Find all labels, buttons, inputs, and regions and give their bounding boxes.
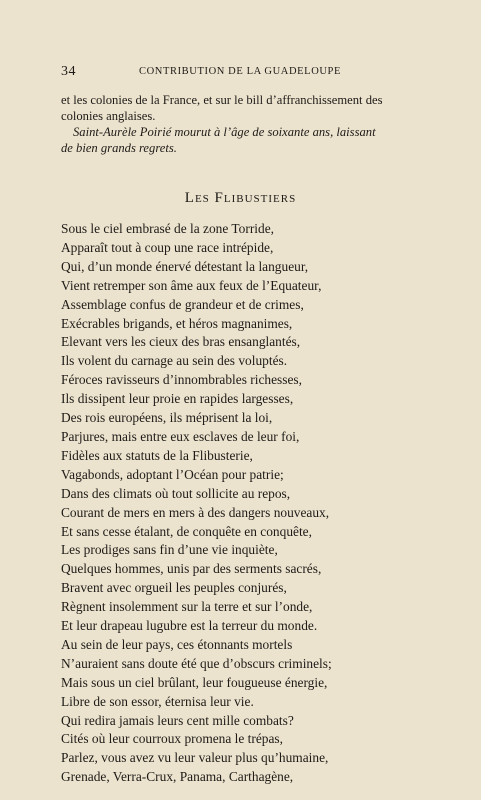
obituary-note [61, 124, 429, 156]
page-header [61, 64, 425, 80]
verse-line: Libre de son essor, éternisa leur vie. [61, 693, 254, 709]
poem-title [0, 190, 481, 207]
verse-line: Et leur drapeau lugubre est la terreur du monde. [61, 618, 318, 634]
verse-line: Qui redira jamais leurs cent mille combats? [61, 712, 294, 728]
verse-line: Quelques hommes, unis par des serments sacrés, [61, 561, 322, 577]
verse-line: Assemblage confus de grandeur et de crimes, [61, 296, 304, 312]
verse-line: Vagabonds, adoptant l’Océan pour patrie; [61, 466, 284, 482]
verse-line: Fidèles aux statuts de la Flibusterie, [61, 447, 253, 463]
verse-line: Ils dissipent leur proie en rapides largesses, [61, 391, 294, 407]
verse-line: Parjures, mais entre eux esclaves de leur foi, [61, 428, 300, 444]
text-line: de bien grands regrets. [61, 141, 177, 155]
verse-line: Au sein de leur pays, ces étonnants mortels [61, 636, 293, 652]
verse-line: Sous le ciel embrasé de la zone Torride, [61, 221, 274, 236]
verse-line: Vient retremper son âme aux feux de l’Equateur, [61, 277, 322, 293]
poem-verses [61, 220, 431, 787]
poem-title-text: Les Flibustiers [184, 190, 297, 206]
verse-line: N’auraient sans doute été que d’obscurs criminels; [61, 655, 332, 671]
verse-line: Elevant vers les cieux des bras ensanglantés, [61, 334, 301, 350]
running-head: CONTRIBUTION DE LA GUADELOUPE [139, 66, 342, 77]
verse-line: Apparaît tout à coup une race intrépide, [61, 239, 274, 255]
verse-line: Exécrables brigands, et héros magnanimes, [61, 315, 293, 331]
verse-line: Parlez, vous avez vu leur valeur plus qu’humaine, [61, 750, 329, 766]
page-number: 34 [61, 64, 76, 79]
prose-section [61, 92, 429, 156]
verse-line: Règnent insolemment sur la terre et sur l’onde, [61, 599, 313, 615]
verse-line: Cités où leur courroux promena le trépas, [61, 731, 283, 747]
verse-line: Courant de mers en mers à des dangers nouveaux, [61, 504, 330, 520]
verse-line: Qui, d’un monde énervé détestant la langueur, [61, 258, 309, 274]
continuation-paragraph [61, 92, 429, 124]
verse-line: Ils volent du carnage au sein des voluptés. [61, 353, 288, 369]
verse-line: Mais sous un ciel brûlant, leur fougueuse énergie, [61, 674, 328, 690]
verse-line: Et sans cesse étalant, de conquête en conquête, [61, 523, 312, 539]
text-line: colonies anglaises. [61, 109, 156, 123]
verse-line: Dans des climats où tout sollicite au repos, [61, 485, 291, 501]
verse-line: Les prodiges sans fin d’une vie inquiète, [61, 542, 278, 558]
text-line: et les colonies de la France, et sur le bill d’affranchissement des [61, 93, 383, 107]
verse-line: Grenade, Verra-Crux, Panama, Carthagène, [61, 769, 294, 785]
verse-line: Des rois européens, ils méprisent la loi, [61, 410, 273, 426]
text-line: Saint-Aurèle Poirié mourut à l’âge de soixante ans, laissant [73, 125, 376, 139]
verse-line: Féroces ravisseurs d’innombrables richesses, [61, 372, 302, 388]
verse-line: Bravent avec orgueil les peuples conjurés, [61, 580, 287, 596]
